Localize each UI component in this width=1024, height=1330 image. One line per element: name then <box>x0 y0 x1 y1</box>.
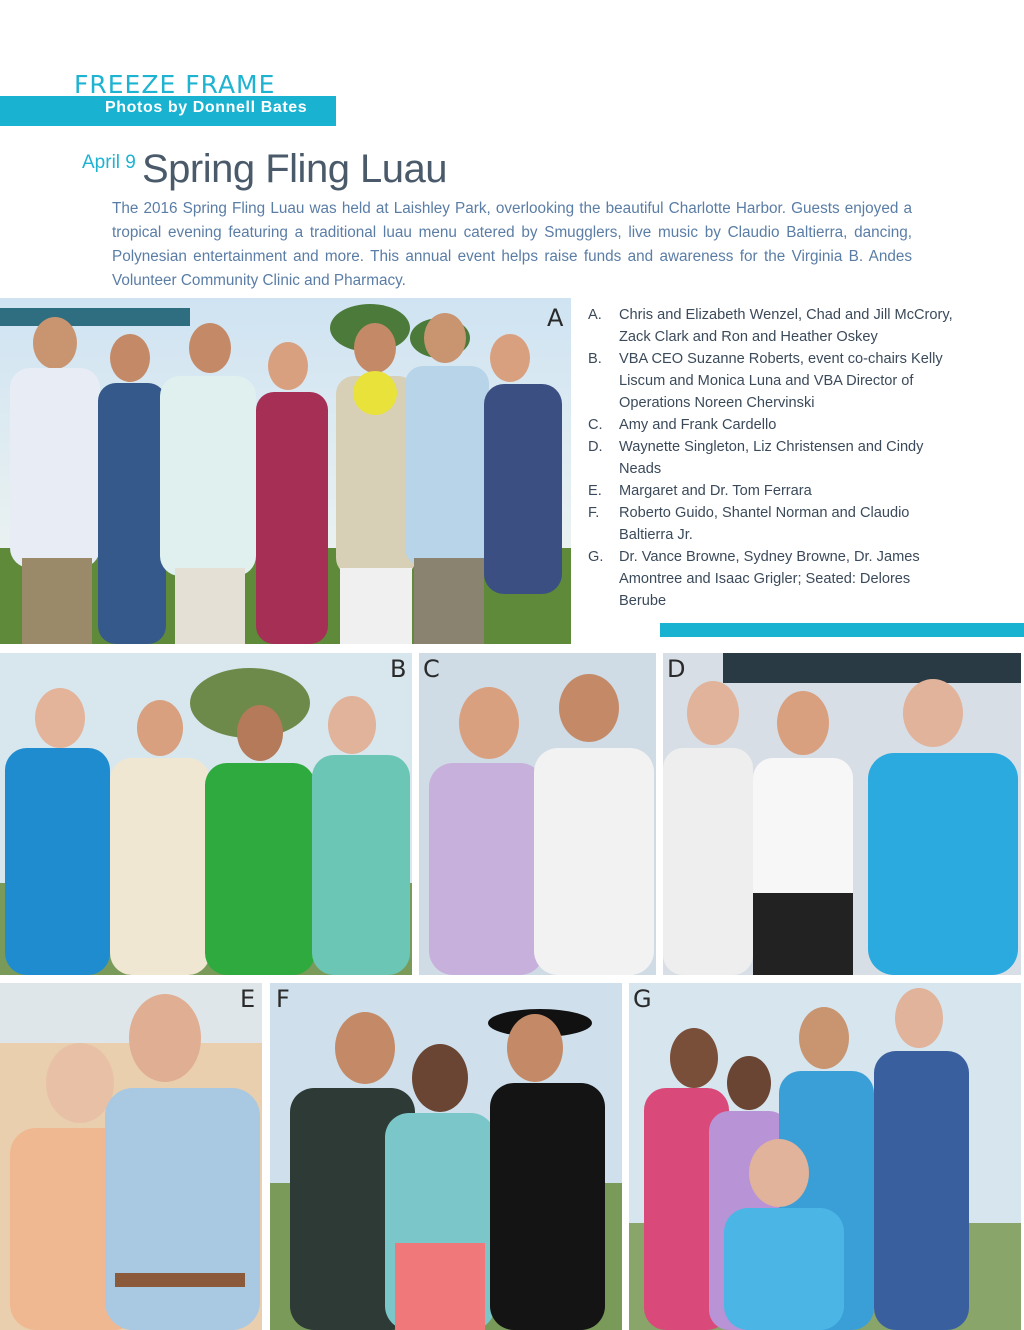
photo-d-letter: D <box>667 655 686 683</box>
photo-credit: Photos by Donnell Bates <box>105 99 308 116</box>
photo-f-letter: F <box>276 985 290 1013</box>
photo-d-image <box>663 653 1021 975</box>
caption-text: Amy and Frank Cardello <box>619 417 777 433</box>
caption-text: VBA CEO Suzanne Roberts, event co-chairs Kelly Liscum and Monica Luna and VBA Director of Operations Noreen Chervinski <box>619 351 943 411</box>
caption-item <box>588 436 958 480</box>
accent-bar <box>660 623 1024 637</box>
caption-item <box>588 546 958 612</box>
caption-item <box>588 502 958 546</box>
caption-item <box>588 348 958 414</box>
photo-a-image <box>0 298 571 644</box>
photo-e <box>0 983 262 1330</box>
photo-b-image <box>0 653 412 975</box>
event-intro: The 2016 Spring Fling Luau was held at Laishley Park, overlooking the beautiful Charlotte Harbor. Guests enjoyed a tropical evening featuring a traditional luau menu catered by Smugglers, live music by Claudio Baltierra, dancing, Polynesian entertainment and more. This annual event helps raise funds and awareness for the Virginia B. Andes Volunteer Community Clinic and Pharmacy. <box>112 200 912 289</box>
photo-c-letter: C <box>423 655 440 683</box>
photo-g <box>629 983 1021 1330</box>
photo-b-letter: B <box>390 655 407 683</box>
photo-a-letter: A <box>547 304 564 332</box>
caption-letter: B. <box>588 351 602 367</box>
photo-g-letter: G <box>633 985 652 1013</box>
caption-item <box>588 414 958 436</box>
caption-text: Roberto Guido, Shantel Norman and Claudio Baltierra Jr. <box>619 505 910 543</box>
photo-g-image <box>629 983 1021 1330</box>
event-date: April 9 <box>82 152 136 173</box>
caption-text: Chris and Elizabeth Wenzel, Chad and Jill McCrory, Zack Clark and Ron and Heather Oskey <box>619 307 953 345</box>
caption-text: Margaret and Dr. Tom Ferrara <box>619 483 812 499</box>
photo-c-image <box>419 653 656 975</box>
caption-letter: A. <box>588 307 602 323</box>
caption-list <box>588 304 958 612</box>
caption-item <box>588 480 958 502</box>
photo-a <box>0 298 571 644</box>
caption-letter: F. <box>588 505 600 521</box>
photo-d <box>663 653 1021 975</box>
caption-letter: C. <box>588 417 603 433</box>
photo-f-image <box>270 983 622 1330</box>
caption-text: Dr. Vance Browne, Sydney Browne, Dr. James Amontree and Isaac Grigler; Seated: Delores Berube <box>619 549 920 609</box>
caption-item <box>588 304 958 348</box>
caption-text: Waynette Singleton, Liz Christensen and Cindy Neads <box>619 439 924 477</box>
caption-letter: D. <box>588 439 603 455</box>
photo-e-letter: E <box>240 985 256 1013</box>
photo-c <box>419 653 656 975</box>
section-title: FREEZE FRAME <box>74 72 276 95</box>
photo-e-image <box>0 983 262 1330</box>
event-title: Spring Fling Luau <box>142 147 448 191</box>
caption-letter: G. <box>588 549 604 565</box>
caption-letter: E. <box>588 483 602 499</box>
photo-f <box>270 983 622 1330</box>
photo-b <box>0 653 412 975</box>
